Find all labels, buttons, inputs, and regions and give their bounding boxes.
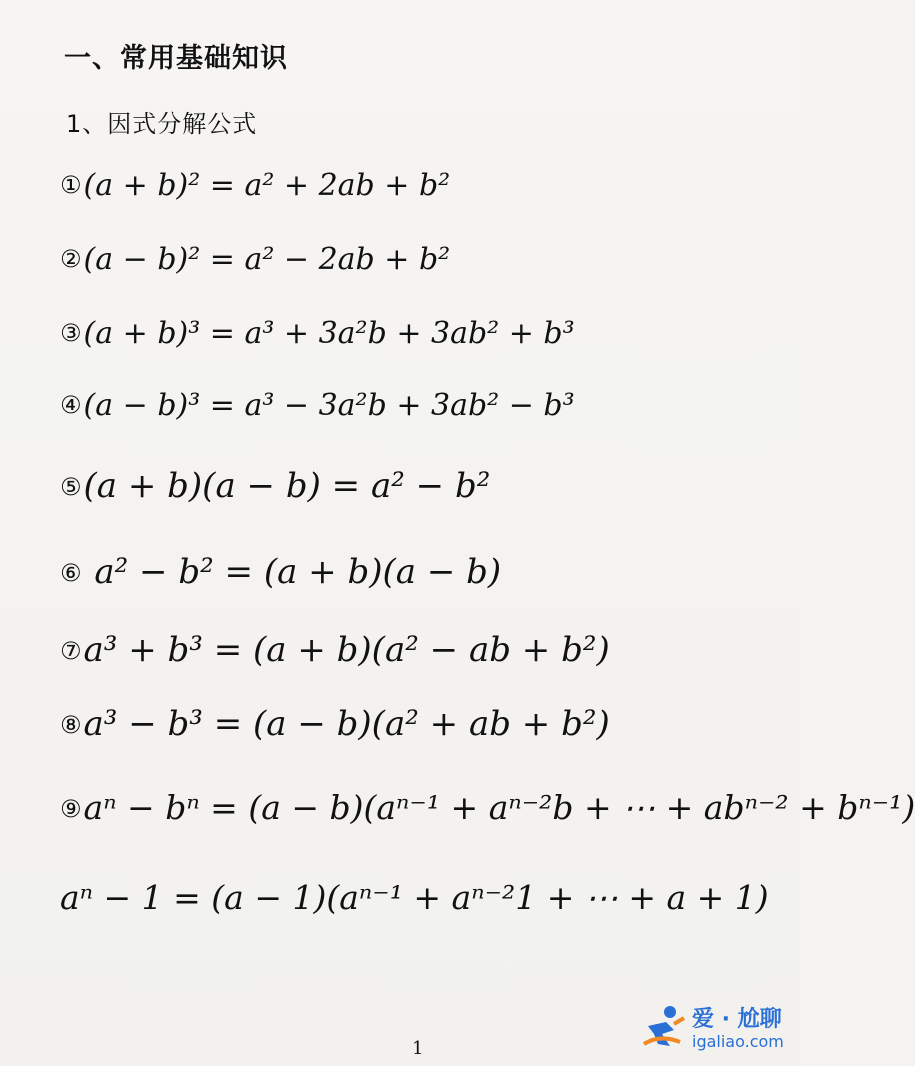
formula-4 [60, 388, 575, 423]
formula-marker: ⑤ [60, 473, 82, 501]
formula-text: (a + b)² = a² + 2ab + b² [83, 168, 451, 203]
formula-10 [60, 878, 769, 917]
watermark-url: igaliao.com [692, 1032, 784, 1051]
formula-marker: ② [60, 245, 82, 273]
formula-5 [60, 466, 490, 506]
formula-text: (a − b)³ = a³ − 3a²b + 3ab² − b³ [83, 388, 575, 423]
formula-marker: ① [60, 171, 82, 199]
formula-text: (a − b)² = a² − 2ab + b² [83, 242, 451, 277]
runner-logo-icon [640, 1004, 688, 1052]
formula-marker: ⑧ [60, 711, 82, 739]
formula-text: a² − b² = (a + b)(a − b) [94, 552, 502, 592]
formula-2 [60, 242, 450, 277]
formula-3 [60, 316, 575, 351]
formula-text: (a + b)(a − b) = a² − b² [83, 466, 491, 506]
formula-8 [60, 704, 610, 744]
formula-1 [60, 168, 450, 203]
watermark [640, 1002, 800, 1058]
formula-marker: ⑦ [60, 637, 82, 665]
formula-text: aⁿ − 1 = (a − 1)(aⁿ⁻¹ + aⁿ⁻²1 + ⋯ + a + 1) [60, 878, 769, 917]
formula-marker: ④ [60, 391, 82, 419]
formula-text: a³ − b³ = (a − b)(a² + ab + b²) [83, 704, 610, 744]
formula-marker: ⑨ [60, 795, 82, 823]
formula-text: aⁿ − bⁿ = (a − b)(aⁿ⁻¹ + aⁿ⁻²b + ⋯ + abⁿ⁻² + bⁿ⁻¹) [83, 788, 915, 827]
subsection-heading: 1、因式分解公式 [66, 110, 258, 138]
formula-marker: ③ [60, 319, 82, 347]
page-number: 1 [412, 1038, 424, 1059]
formula-9 [60, 788, 915, 827]
watermark-title: 爱 · 尬聊 [692, 1007, 782, 1032]
formula-7 [60, 630, 610, 670]
formula-marker: ⑥ [60, 559, 82, 587]
formula-text: (a + b)³ = a³ + 3a²b + 3ab² + b³ [83, 316, 575, 351]
formula-6 [60, 552, 501, 592]
section-heading: 一、常用基础知识 [64, 43, 288, 74]
formula-text: a³ + b³ = (a + b)(a² − ab + b²) [83, 630, 610, 670]
